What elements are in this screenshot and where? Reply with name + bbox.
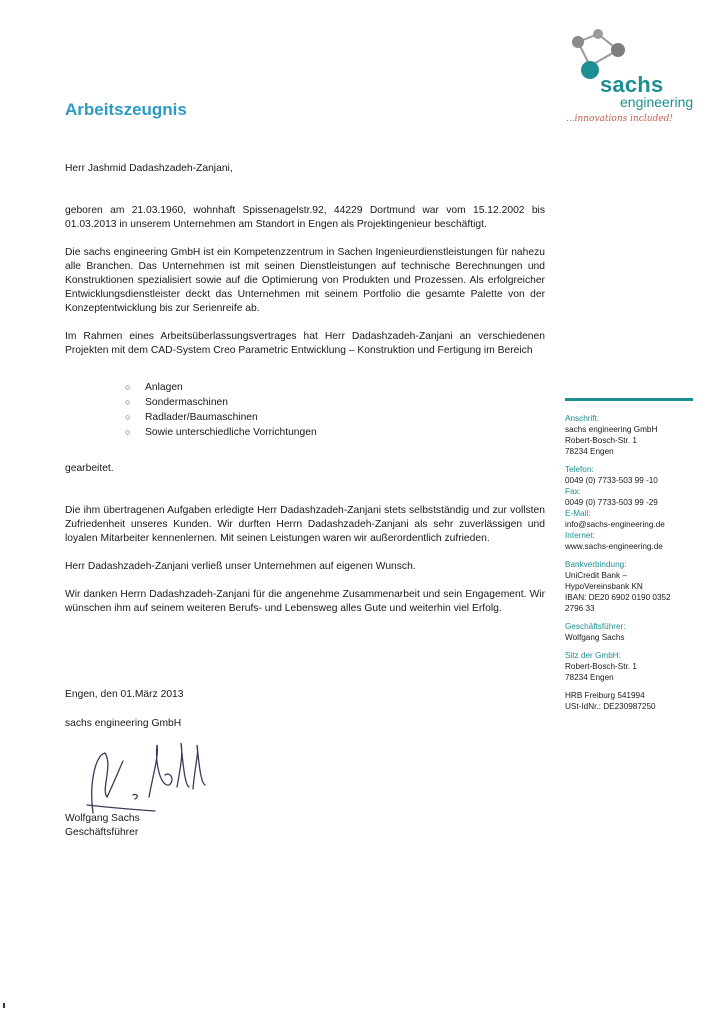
address-label: Anschrift: (565, 414, 600, 423)
document-title: Arbeitszeugnis (65, 100, 187, 119)
bank-line: UniCredit Bank – (565, 571, 627, 580)
internet-label: Internet: (565, 531, 596, 540)
salutation: Herr Jashmid Dadashzadeh-Zanjani, (65, 163, 233, 174)
contact-sidebar (565, 398, 693, 719)
company-signature-line: sachs engineering GmbH (65, 718, 182, 729)
phone-value: 0049 (0) 7733-503 99 -10 (565, 476, 658, 485)
signer-role: Geschäftsführer (65, 827, 139, 838)
paragraph-thanks: Wir danken Herrn Dadashzadeh-Zanjani für die angenehme Zusammenarbeit und sein Engagement. Wir wünschen ihm auf seinem weiteren Berufs- und Lebensweg alles Gute und weiterhin viel Erfolg. (65, 589, 545, 614)
address-line: Robert-Bosch-Str. 1 (565, 436, 637, 445)
signer-block (65, 812, 140, 840)
internet-value: www.sachs-engineering.de (565, 542, 663, 551)
vat-id: USt-IdNr.: DE230987250 (565, 702, 656, 711)
ceo-label: Geschäftsführer: (565, 622, 626, 631)
list-item: ○ Radlader/Baumaschinen (125, 410, 545, 425)
list-item: ○ Anlagen (125, 380, 545, 395)
list-item: ○ Sowie unterschiedliche Vorrichtungen (125, 425, 545, 440)
address-line: 78234 Engen (565, 447, 614, 456)
paragraph-projects: Im Rahmen eines Arbeitsüberlassungsvertrages hat Herr Dadashzadeh-Zanjani an verschiedenen Projekten mit dem CAD-System Creo Parametric Entwicklung – Konstruktion und Fertigung im Bereich (65, 331, 545, 356)
fax-value: 0049 (0) 7733-503 99 -29 (565, 498, 658, 507)
place-date: Engen, den 01.März 2013 (65, 689, 184, 700)
paragraph-company: Die sachs engineering GmbH ist ein Kompetenzzentrum in Sachen Ingenieurdienstleistungen für nahezu alle Branchen. Das Unternehmen ist mit seinen Dienstleistungen auf technische Berechnungen und Konstruktionen spezialisiert sowie auf die Optimierung von Produkten und Prozessen. Als erfolgreicher Entwicklungsdienstleister deckt das Unternehmen mit seinem Portfolio die gesamte Palette von der Konzeptentwicklung bis zur Serienreife ab. (65, 247, 545, 314)
letter-body (65, 162, 545, 616)
sidebar-rule (565, 398, 693, 401)
address-line: sachs engineering GmbH (565, 425, 658, 434)
scan-mark (3, 1003, 5, 1008)
phone-label: Telefon: (565, 465, 594, 474)
registered-office-label: Sitz der GmbH: (565, 651, 621, 660)
email-value: info@sachs-engineering.de (565, 520, 665, 529)
registered-office-line: Robert-Bosch-Str. 1 (565, 662, 637, 671)
bank-line: HypoVereinsbank KN (565, 582, 643, 591)
registered-office-line: 78234 Engen (565, 673, 614, 682)
bank-label: Bankverbindung: (565, 560, 627, 569)
fax-label: Fax: (565, 487, 581, 496)
list-item: ○ Sondermaschinen (125, 395, 545, 410)
ceo-value: Wolfgang Sachs (565, 633, 625, 642)
paragraph-performance: Die ihm übertragenen Aufgaben erledigte Herr Dadashzadeh-Zanjani stets selbstständig und zur vollsten Zufriedenheit unseres Kunden. Wir durften Herrn Dadashzadeh-Zanjani als sehr zuverlässigen und loyalen Mitarbeiter kennenlernen. Mit seinen Leistungen waren wir außerordentlich zufrieden. (65, 505, 545, 544)
signature-block (65, 687, 184, 731)
area-list (125, 380, 545, 440)
bank-line: 2796 33 (565, 604, 595, 613)
handwritten-signature (85, 735, 235, 820)
logo-tagline: ...innovations included! (566, 114, 673, 124)
bank-line: IBAN: DE20 6902 0190 0352 (565, 593, 671, 602)
logo-subtitle: engineering (620, 94, 694, 110)
email-label: E-Mail: (565, 509, 591, 518)
paragraph-birth-employment: geboren am 21.03.1960, wohnhaft Spissenagelstr.92, 44229 Dortmund war vom 15.12.2002 bis 01.03.2013 in unserem Unternehmen am Standort in Engen als Projektingenieur beschäftigt. (65, 205, 545, 230)
after-list-text: gearbeitet. (65, 463, 114, 474)
logo-word: sachs (600, 72, 664, 97)
paragraph-departure: Herr Dadashzadeh-Zanjani verließ unser Unternehmen auf eigenen Wunsch. (65, 561, 416, 572)
register-number: HRB Freiburg 541994 (565, 691, 645, 700)
signer-name: Wolfgang Sachs (65, 813, 140, 824)
